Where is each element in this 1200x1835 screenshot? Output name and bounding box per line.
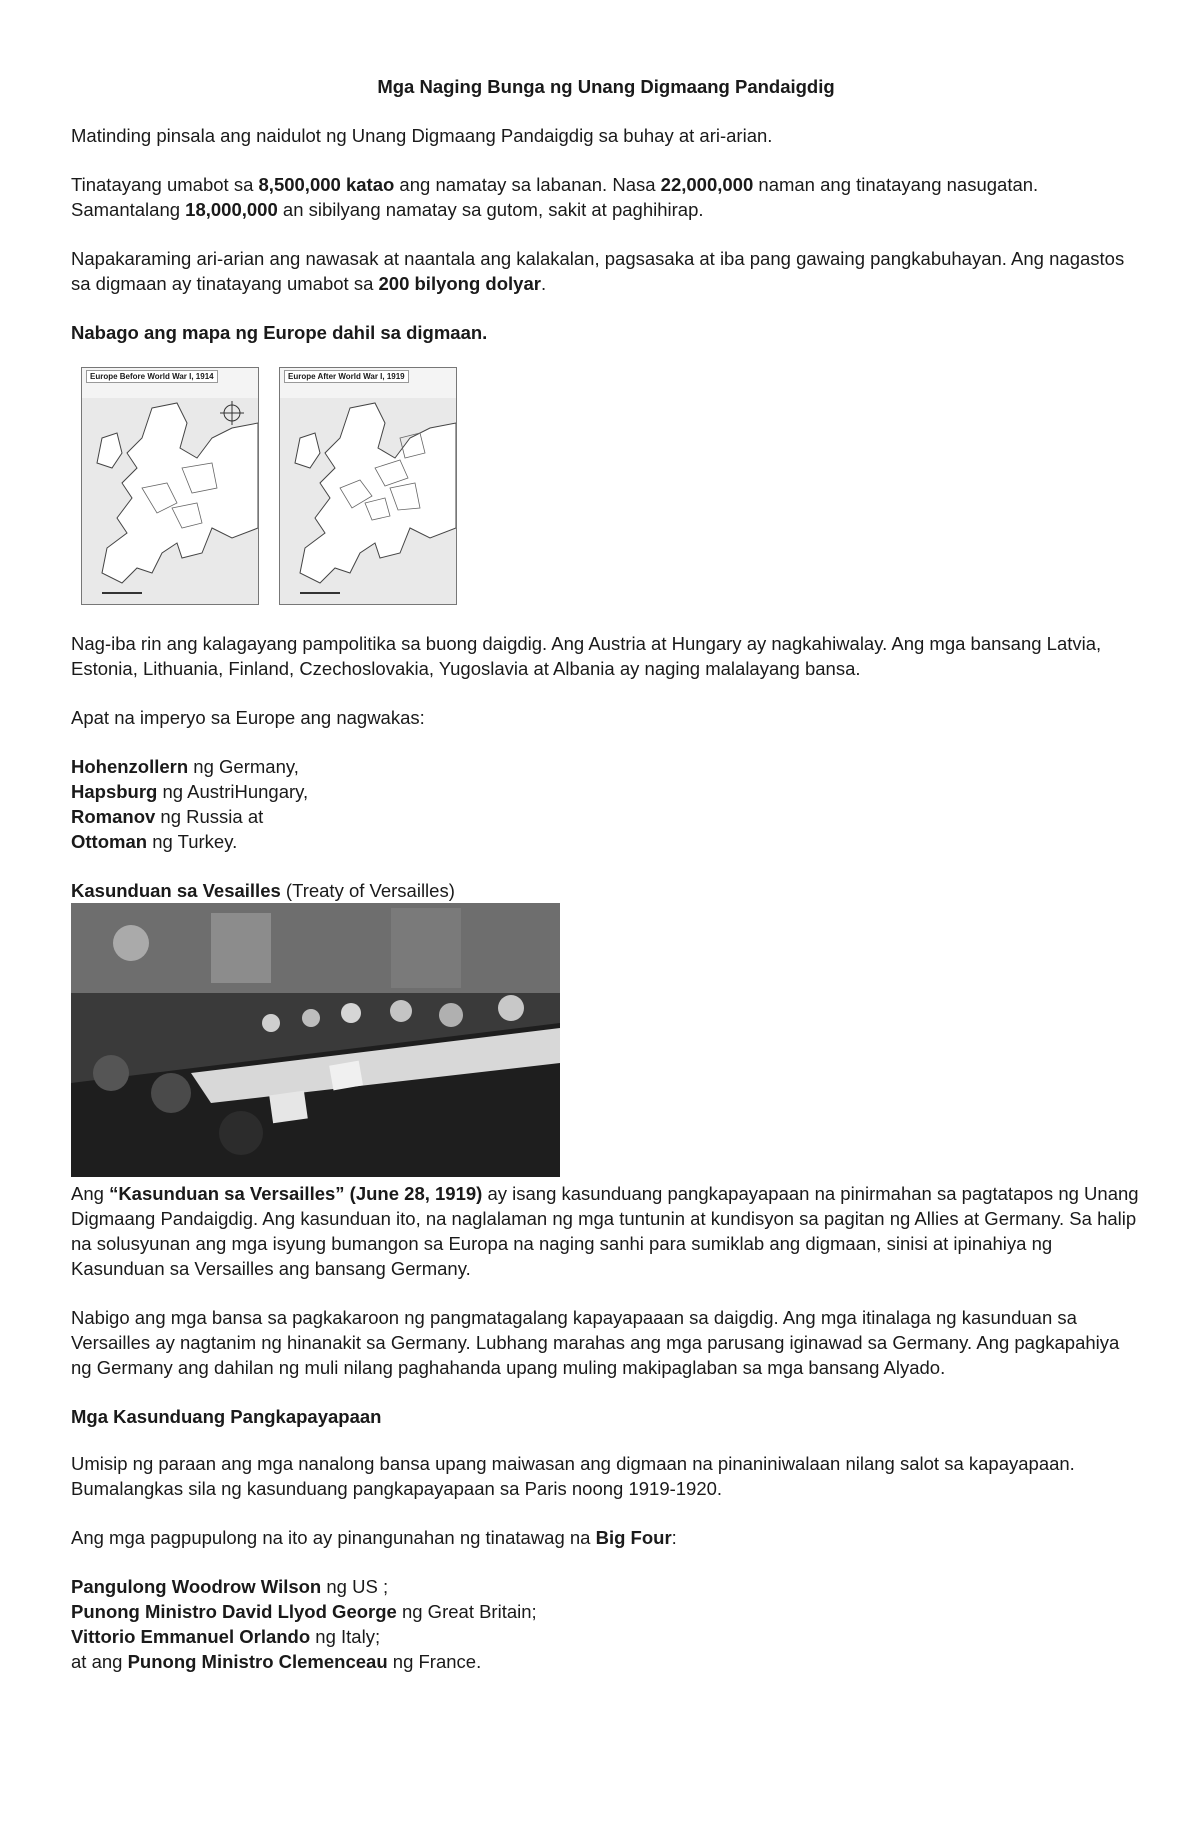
page-title: Mga Naging Bunga ng Unang Digmaang Pandaigdig xyxy=(377,76,835,97)
list-item: Punong Ministro David Llyod George ng Great Britain; xyxy=(71,1601,537,1622)
europe-maps xyxy=(81,367,1141,605)
empires-list xyxy=(71,754,1141,854)
peace-heading: Mga Kasunduang Pangkapayapaan xyxy=(71,1406,382,1427)
bigfour-intro: Ang mga pagpupulong na ito ay pinangunahan ng tinatawag na Big Four: xyxy=(71,1527,677,1548)
map-after-1919 xyxy=(279,367,457,605)
map-caption: Europe Before World War I, 1914 xyxy=(86,370,218,383)
list-item: Romanov ng Russia at xyxy=(71,806,264,827)
treaty-paragraph: Ang “Kasunduan sa Versailles” (June 28, 1919) ay isang kasunduang pangkapayapaan na pinirmahan sa pagtatapos ng Unang Digmaang Pandaigdig. Ang kasunduan ito, na naglalaman ng mga tuntunin at kundisyon sa pagitan ng Allies at Germany. Sa halip na solusyunan ang mga isyung bumangon sa Europa na naging sanhi para sumiklab ang digmaan, sinisi at ipinahiya ng Kasunduan sa Versailles ang bansang Germany. xyxy=(71,1183,1139,1279)
treaty-heading: Kasunduan sa Vesailles (Treaty of Versailles) xyxy=(71,880,455,901)
map-caption: Europe After World War I, 1919 xyxy=(284,370,409,383)
map-heading: Nabago ang mapa ng Europe dahil sa digmaan. xyxy=(71,322,488,343)
leaders-list xyxy=(71,1574,1141,1674)
list-item: Hohenzollern ng Germany, xyxy=(71,756,299,777)
list-item: Hapsburg ng AustriHungary, xyxy=(71,781,309,802)
list-item: Pangulong Woodrow Wilson ng US ; xyxy=(71,1576,389,1597)
document-page xyxy=(71,60,1141,1698)
cost-paragraph: Napakaraming ari-arian ang nawasak at naantala ang kalakalan, pagsasaka at iba pang gawaing pangkabuhayan. Ang nagastos sa digmaan ay tinatayang umabot sa 200 bilyong dolyar. xyxy=(71,248,1125,294)
politics-paragraph: Nag-iba rin ang kalagayang pampolitika sa buong daigdig. Ang Austria at Hungary ay nagkahiwalay. Ang mga bansang Latvia, Estonia, Lithuania, Finland, Czechoslovakia, Yugoslavia at Albania ay naging malalayang bansa. xyxy=(71,633,1102,679)
casualties-paragraph: Tinatayang umabot sa 8,500,000 katao ang namatay sa labanan. Nasa 22,000,000 naman ang tinatayang nasugatan. Samantalang 18,000,000 an sibilyang namatay sa gutom, sakit at paghihirap. xyxy=(71,174,1039,220)
list-item: Vittorio Emmanuel Orlando ng Italy; xyxy=(71,1626,381,1647)
list-item: at ang Punong Ministro Clemenceau ng France. xyxy=(71,1651,482,1672)
failure-paragraph: Nabigo ang mga bansa sa pagkakaroon ng pangmatagalang kapayapaaan sa daigdig. Ang mga itinalaga ng kasunduan sa Versailles ay nagtanim ng hinanakit sa Germany. Lubhang marahas ang mga parusang iginawad sa Germany. Ang pagkapahiya ng Germany ang dahilan ng muli nilang paghahanda upang muling makipaglaban sa mga bansang Alyado. xyxy=(71,1307,1120,1378)
empires-intro: Apat na imperyo sa Europe ang nagwakas: xyxy=(71,707,425,728)
versailles-photo xyxy=(71,903,560,1177)
peace-paragraph: Umisip ng paraan ang mga nanalong bansa upang maiwasan ang digmaan na pinaniniwalaan nilang salot sa kapayapaan. Bumalangkas sila ng kasunduang pangkapayapaan sa Paris noong 1919-1920. xyxy=(71,1453,1075,1499)
list-item: Ottoman ng Turkey. xyxy=(71,831,238,852)
map-before-1914 xyxy=(81,367,259,605)
intro-paragraph: Matinding pinsala ang naidulot ng Unang Digmaang Pandaigdig sa buhay at ari-arian. xyxy=(71,125,773,146)
